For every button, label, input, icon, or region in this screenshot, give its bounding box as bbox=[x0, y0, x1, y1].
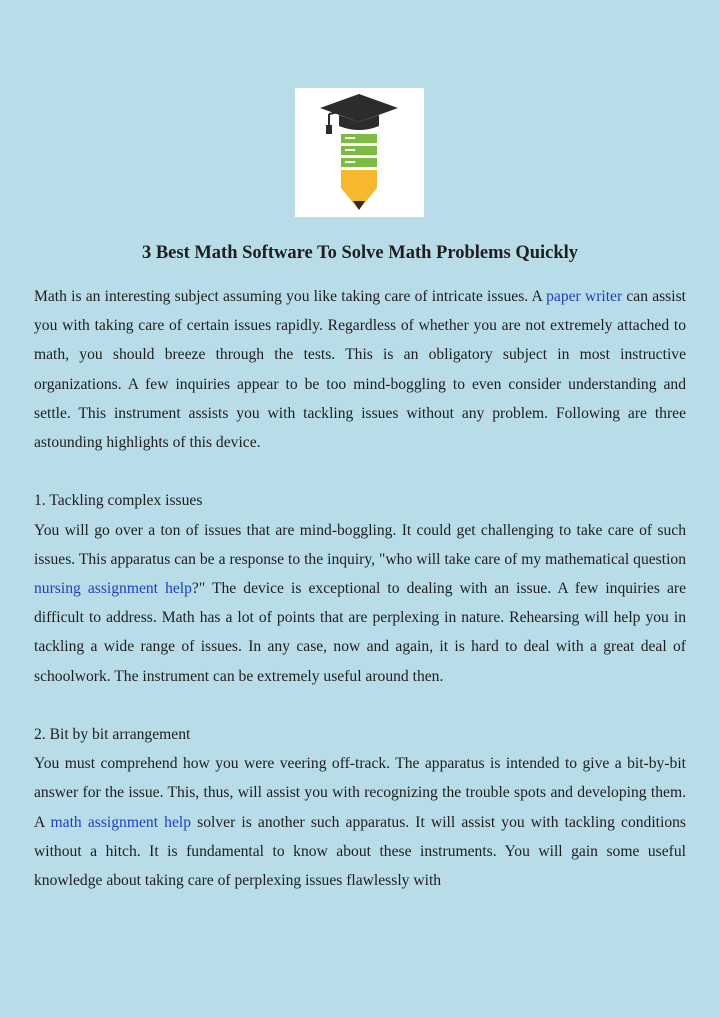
nursing-assignment-help-link[interactable]: nursing assignment help bbox=[34, 580, 192, 598]
spacer bbox=[34, 457, 686, 486]
section-1-paragraph: You will go over a ton of issues that are mind-boggling. It could get challenging to take care of such issues. This apparatus can be a response to the inquiry, "who will take care of my mathematical question nursing assignment help?" The device is exceptional to dealing with an issue. A few inquiries are difficult to address. Math has a lot of points that are perplexing in nature. Rehearsing will help you in tackling a wide range of issues. In any case, now and again, it is hard to deal with a great deal of schoolwork. The instrument can be extremely useful around then. bbox=[34, 521, 686, 685]
spacer bbox=[34, 691, 686, 720]
paper-writer-link[interactable]: paper writer bbox=[546, 288, 623, 305]
intro-paragraph: Math is an interesting subject assuming you like taking care of intricate issues. A paper writer can assist you with taking care of certain issues rapidly. Regardless of whether you are not extremely attached to math, you should breeze through the tests. This is an obligatory subject in most instructive organizations. A few inquiries appear to be too mind-boggling to even consider understanding and settle. This instrument assists you with tackling issues without any problem. Following are three astounding highlights of this device. bbox=[34, 288, 686, 452]
logo bbox=[295, 88, 424, 217]
article-body bbox=[34, 282, 686, 895]
section-1-heading: 1. Tackling complex issues bbox=[34, 492, 203, 510]
graduation-cap-pencil-icon bbox=[295, 88, 424, 217]
page-title: 3 Best Math Software To Solve Math Problems Quickly bbox=[141, 243, 579, 263]
section-2-heading: 2. Bit by bit arrangement bbox=[34, 726, 191, 744]
math-assignment-help-link[interactable]: math assignment help bbox=[50, 813, 192, 831]
section-2-paragraph: You must comprehend how you were veering off-track. The apparatus is intended to give a bit-by-bit answer for the issue. This, thus, will assist you with recognizing the trouble spots and developing them. A math assignment help solver is another such apparatus. It will assist you with tackling conditions without a hitch. It is fundamental to know about these instruments. You will gain some useful knowledge about taking care of perplexing issues flawlessly with bbox=[34, 755, 686, 890]
